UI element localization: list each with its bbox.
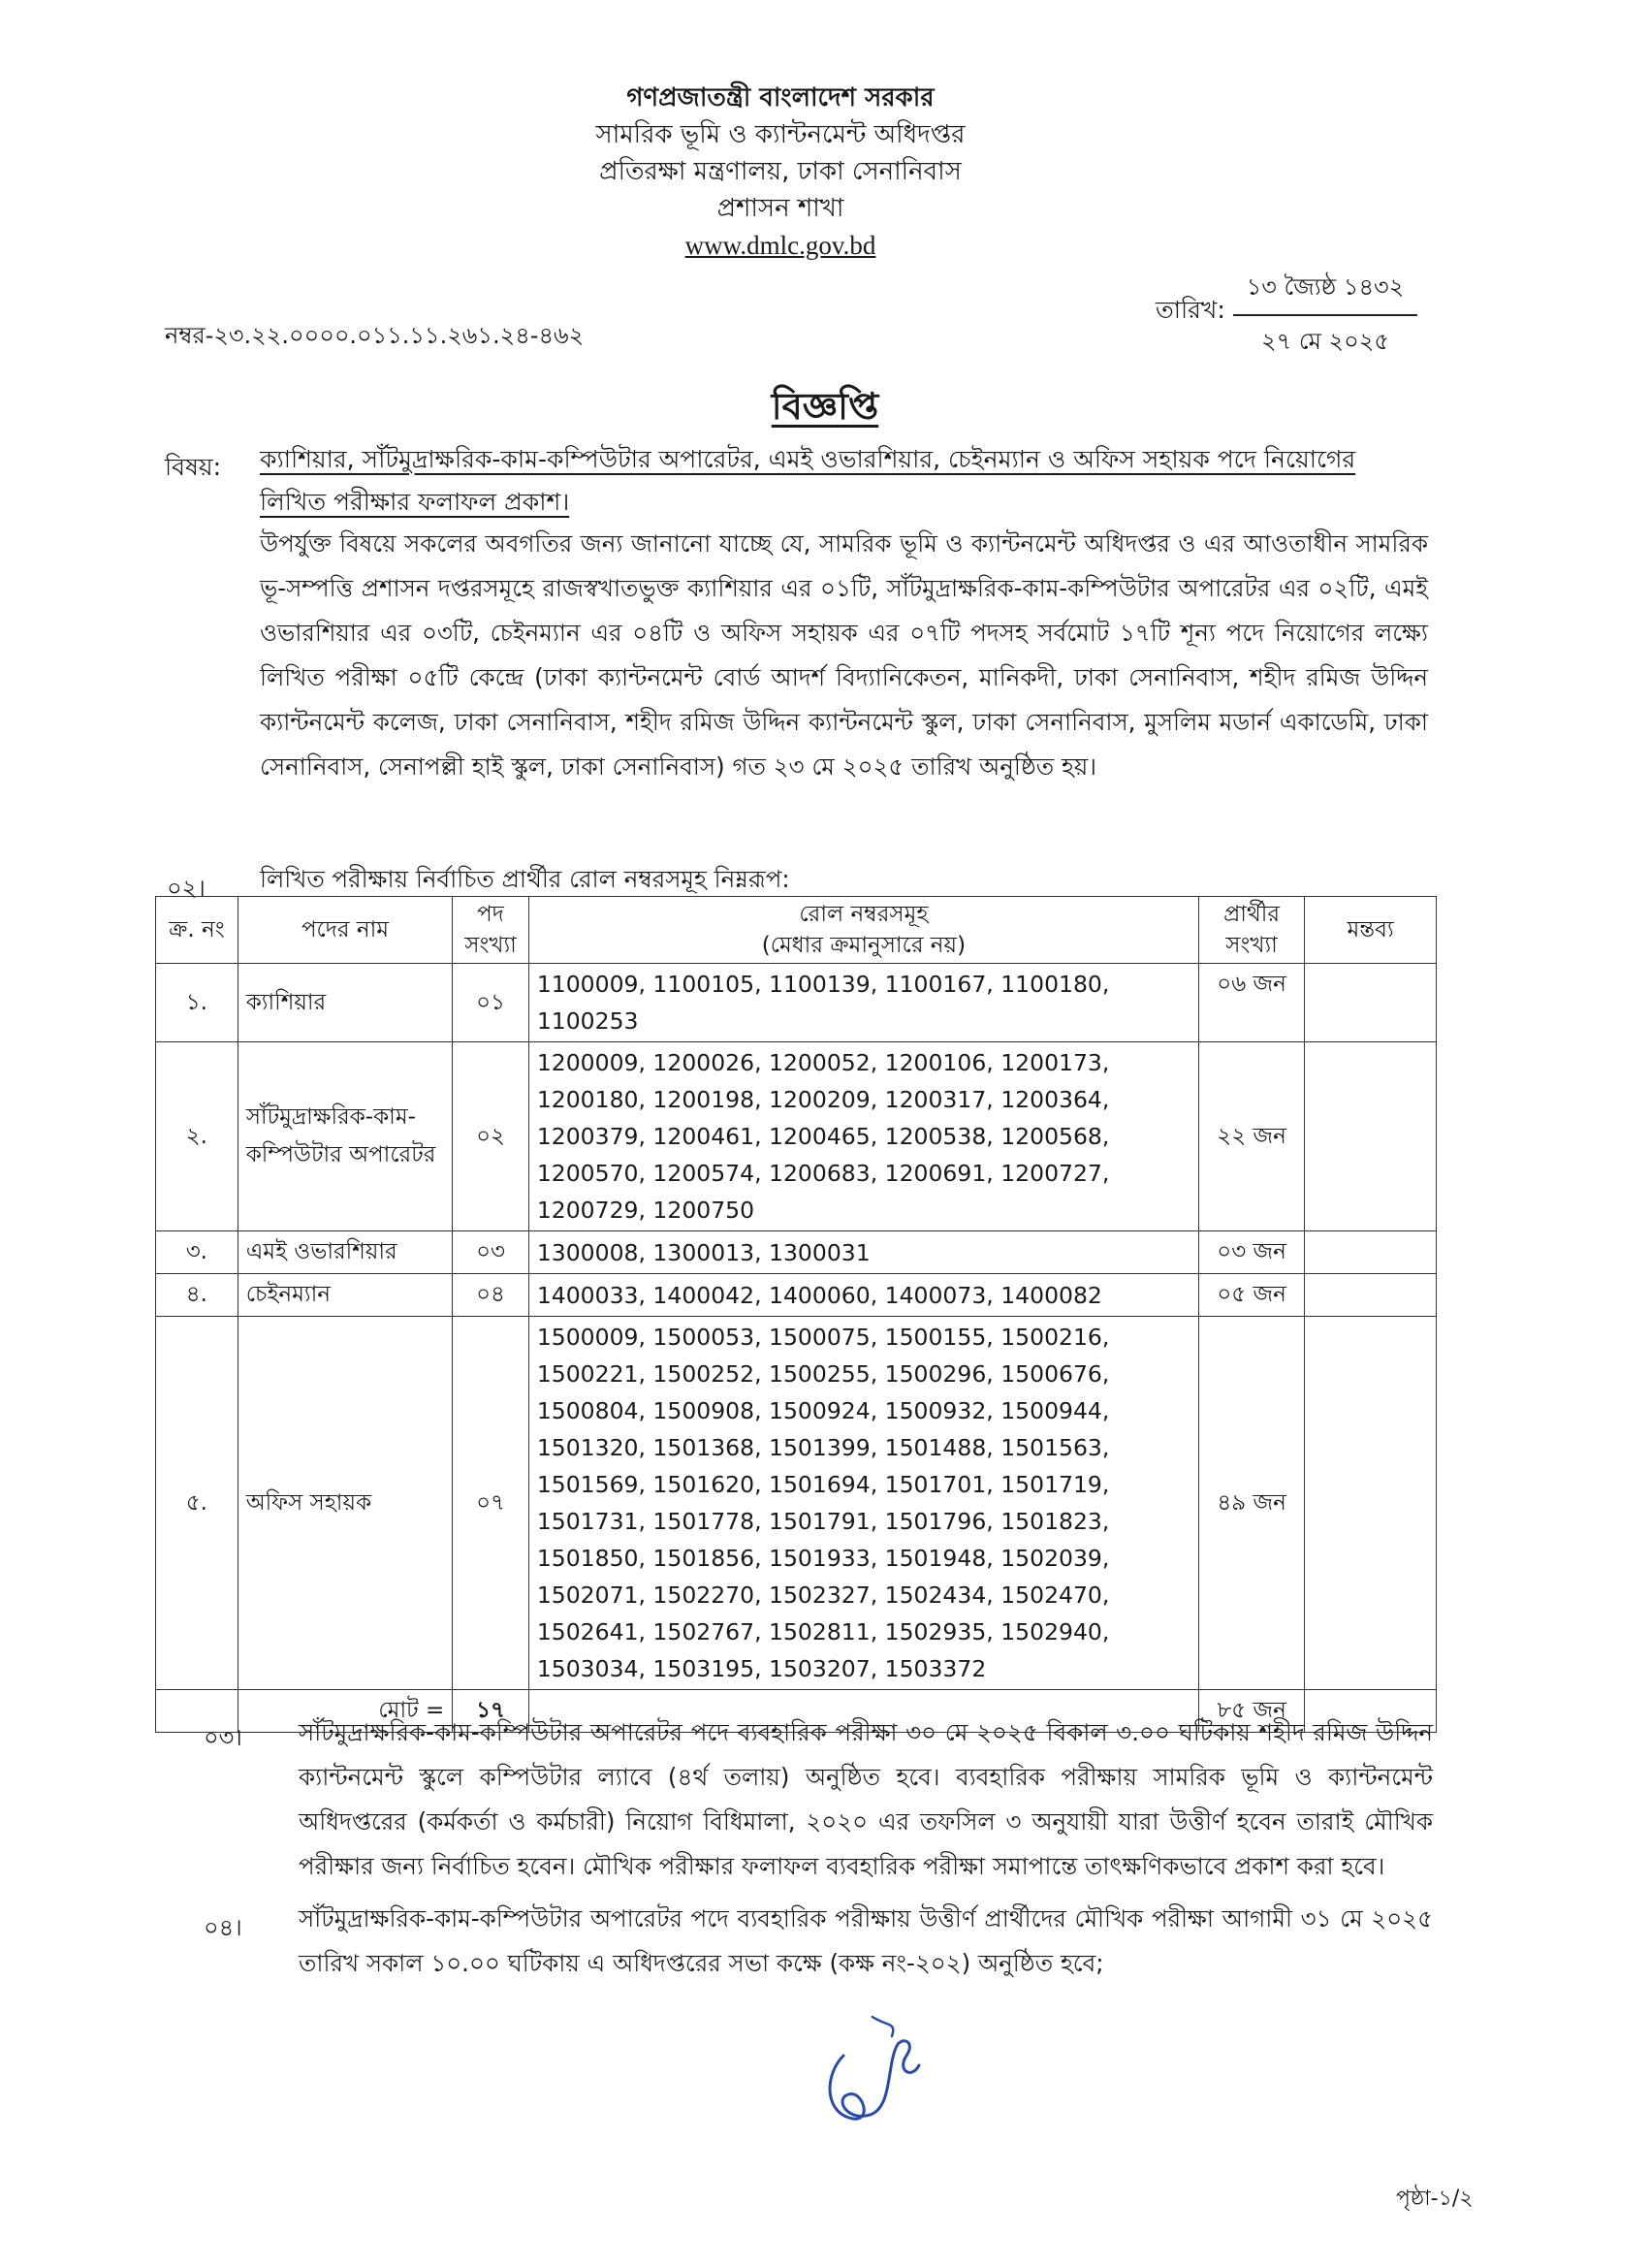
intro-paragraph: উপর্যুক্ত বিষয়ে সকলের অবগতির জন্য জানানো যাচ্ছে যে, সামরিক ভূমি ও ক্যান্টনমেন্ট অধিদপ্তর ও এর আওতাধীন সামরিক ভূ-সম্পত্তি প্রশাসন দপ্তরসমূহে রাজস্বখাতভুক্ত ক্যাশিয়ার এর ০১টি, সাঁটমুদ্রাক্ষরিক-কাম-কম্পিউটার অপারেটর এর ০২টি, এমই ওভারশিয়ার এর ০৩টি, চেইনম্যান এর ০৪টি ও অফিস সহায়ক এর ০৭টি পদসহ সর্বমোট ১৭টি শূন্য পদে নিয়োগের লক্ষ্যে লিখিত পরীক্ষা ০৫টি কেন্দ্রে (ঢাকা ক্যান্টনমেন্ট বোর্ড আদর্শ বিদ্যানিকেতন, মানিকদী, ঢাকা সেনানিবাস, শহীদ রমিজ উদ্দিন ক্যান্টনমেন্ট কলেজ, ঢাকা সেনানিবাস, শহীদ রমিজ উদ্দিন ক্যান্টনমেন্ট স্কুল, ঢাকা সেনানিবাস, মুসলিম মডার্ন একাডেমি, ঢাকা সেনানিবাস, সেনাপল্লী হাই স্কুল, ঢাকা সেনানিবাস) গত ২৩ মে ২০২৫ তারিখ অনুষ্ঠিত হয়। — [260, 529, 1428, 781]
memo-number: নম্বর-২৩.২২.০০০০.০১১.১১.২৬১.২৪-৪৬২ — [165, 322, 585, 349]
row-serial: ৪. — [156, 1274, 238, 1317]
row-rolls: 1300008, 1300013, 1300031 — [528, 1231, 1198, 1274]
row-remarks — [1305, 1274, 1437, 1317]
table-row — [156, 964, 1437, 1042]
row-post: ক্যাশিয়ার — [238, 964, 453, 1042]
signature-mark — [805, 1997, 940, 2133]
notice-title-text: বিজ্ঞপ্তি — [771, 385, 879, 428]
row-serial: ৫. — [156, 1317, 238, 1690]
header-post: পদের নাম — [238, 897, 453, 964]
header-rolls-note: (মেধার ক্রমানুসারে নয়) — [761, 933, 967, 958]
results-table — [155, 896, 1437, 1733]
section-4-number: ০৪। — [204, 1914, 242, 1941]
department-name: সামরিক ভূমি ও ক্যান্টনমেন্ট অধিদপ্তর — [595, 120, 966, 149]
row-candidates: ০৬ জন — [1198, 964, 1304, 1042]
table-row — [156, 1274, 1437, 1317]
header-post-count: পদ সংখ্যা — [453, 897, 529, 964]
row-remarks — [1305, 1317, 1437, 1690]
section-3-text: সাঁটমুদ্রাক্ষরিক-কাম-কম্পিউটার অপারেটর পদে ব্যবহারিক পরীক্ষা ৩০ মে ২০২৫ বিকাল ৩.০০ ঘটিকায় শহীদ রমিজ উদ্দিন ক্যান্টনমেন্ট স্কুলে কম্পিউটার ল্যাবে (৪র্থ তলায়) অনুষ্ঠিত হবে। ব্যবহারিক পরীক্ষায় সামরিক ভূমি ও ক্যান্টনমেন্ট অধিদপ্তরের (কর্মকর্তা ও কর্মচারী) নিয়োগ বিধিমালা, ২০২০ এর তফসিল ৩ অনুযায়ী যারা উত্তীর্ণ হবেন তারাই মৌখিক পরীক্ষার জন্য নির্বাচিত হবেন। মৌখিক পরীক্ষার ফলাফল ব্যবহারিক পরীক্ষা সমাপান্তে তাৎক্ষণিকভাবে প্রকাশ করা হবে। — [299, 1718, 1433, 1880]
section-2-number: ০২। — [167, 875, 206, 902]
ministry-name: প্রতিরক্ষা মন্ত্রণালয়, ঢাকা সেনানিবাস — [599, 157, 962, 186]
date-bangla: ১৩ জ্যৈষ্ঠ ১৪৩২ — [1233, 270, 1417, 316]
table-row — [156, 1231, 1437, 1274]
row-post: অফিস সহায়ক — [238, 1317, 453, 1690]
row-remarks — [1305, 964, 1437, 1042]
row-candidates: ২২ জন — [1198, 1042, 1304, 1231]
subject-text: ক্যাশিয়ার, সাঁটমুদ্রাক্ষরিক-কাম-কম্পিউটার অপারেটর, এমই ওভারশিয়ার, চেইনম্যান ও অফিস সহায়ক পদে নিয়োগের লিখিত পরীক্ষার ফলাফল প্রকাশ। — [260, 445, 1356, 516]
branch-name: প্রশাসন শাখা — [716, 194, 844, 223]
table-header-row — [156, 897, 1437, 964]
row-post: এমই ওভারশিয়ার — [238, 1231, 453, 1274]
row-serial: ৩. — [156, 1231, 238, 1274]
row-post-count: ০৪ — [453, 1274, 529, 1317]
row-post-count: ০৩ — [453, 1231, 529, 1274]
date-label: তারিখ: — [1156, 296, 1225, 324]
row-serial: ১. — [156, 964, 238, 1042]
row-rolls: 1400033, 1400042, 1400060, 1400073, 1400082 — [528, 1274, 1198, 1317]
website-link[interactable]: www.dmlc.gov.bd — [684, 231, 876, 260]
row-candidates: ০৫ জন — [1198, 1274, 1304, 1317]
row-remarks — [1305, 1231, 1437, 1274]
row-post-count: ০১ — [453, 964, 529, 1042]
header-candidates: প্রার্থীর সংখ্যা — [1198, 897, 1304, 964]
subject-label: বিষয়: — [165, 453, 222, 481]
header-serial: ক্র. নং — [156, 897, 238, 964]
row-post: সাঁটমুদ্রাক্ষরিক-কাম-কম্পিউটার অপারেটর — [238, 1042, 453, 1231]
header-rolls — [528, 897, 1198, 964]
row-post-count: ০২ — [453, 1042, 529, 1231]
table-row — [156, 1317, 1437, 1690]
table-row — [156, 1042, 1437, 1231]
date-block — [1233, 270, 1417, 363]
header-rolls-title: রোল নম্বরসমূহ — [799, 902, 929, 927]
row-remarks — [1305, 1042, 1437, 1231]
row-rolls: 1100009, 1100105, 1100139, 1100167, 1100180, 1100253 — [528, 964, 1198, 1042]
total-posts: ১৭ — [453, 1690, 529, 1733]
row-rolls: 1500009, 1500053, 1500075, 1500155, 1500216, 1500221, 1500252, 1500255, 1500296, 1500676, 1500804, 1500908, 1500924, 1500932, 1500944, 1501320, 1501368, 1501399, 1501488, 1501563, 1501569, 1501620, 1501694, 1501701, 1501719, 1501731, 1501778, 1501791, 1501796, 1501823, 1501850, 1501856, 1501933, 1501948, 1502039, 1502071, 1502270, 1502327, 1502434, 1502470, 1502641, 1502767, 1502811, 1502935, 1502940, 1503034, 1503195, 1503207, 1503372 — [528, 1317, 1198, 1690]
header-remarks: মন্তব্য — [1305, 897, 1437, 964]
row-candidates: ৪৯ জন — [1198, 1317, 1304, 1690]
row-post-count: ০৭ — [453, 1317, 529, 1690]
total-candidates: ৮৫ জন — [1198, 1690, 1304, 1733]
row-rolls: 1200009, 1200026, 1200052, 1200106, 1200173, 1200180, 1200198, 1200209, 1200317, 1200364, 1200379, 1200461, 1200465, 1200538, 1200568, 1200570, 1200574, 1200683, 1200691, 1200727, 1200729, 1200750 — [528, 1042, 1198, 1231]
row-serial: ২. — [156, 1042, 238, 1231]
page-number: পৃষ্ঠা-১/২ — [1396, 2187, 1474, 2211]
section-4-text: সাঁটমুদ্রাক্ষরিক-কাম-কম্পিউটার অপারেটর পদে ব্যবহারিক পরীক্ষায় উত্তীর্ণ প্রার্থীদের মৌখিক পরীক্ষা আগামী ৩১ মে ২০২৫ তারিখ সকাল ১০.০০ ঘটিকায় এ অধিদপ্তরের সভা কক্ষে (কক্ষ নং-২০২) অনুষ্ঠিত হবে; — [299, 1904, 1433, 1977]
section-3-number: ০৩। — [204, 1724, 242, 1751]
row-post: চেইনম্যান — [238, 1274, 453, 1317]
date-gregorian: ২৭ মে ২০২৫ — [1261, 328, 1389, 355]
notice-title — [0, 378, 1650, 440]
letterhead — [0, 80, 1561, 264]
total-label: মোট = — [238, 1690, 453, 1733]
row-candidates: ০৩ জন — [1198, 1231, 1304, 1274]
government-name: গণপ্রজাতন্ত্রী বাংলাদেশ সরকার — [626, 83, 935, 112]
section-2-text: লিখিত পরীক্ষায় নির্বাচিত প্রার্থীর রোল নম্বরসমূহ নিম্নরূপ: — [260, 865, 790, 893]
